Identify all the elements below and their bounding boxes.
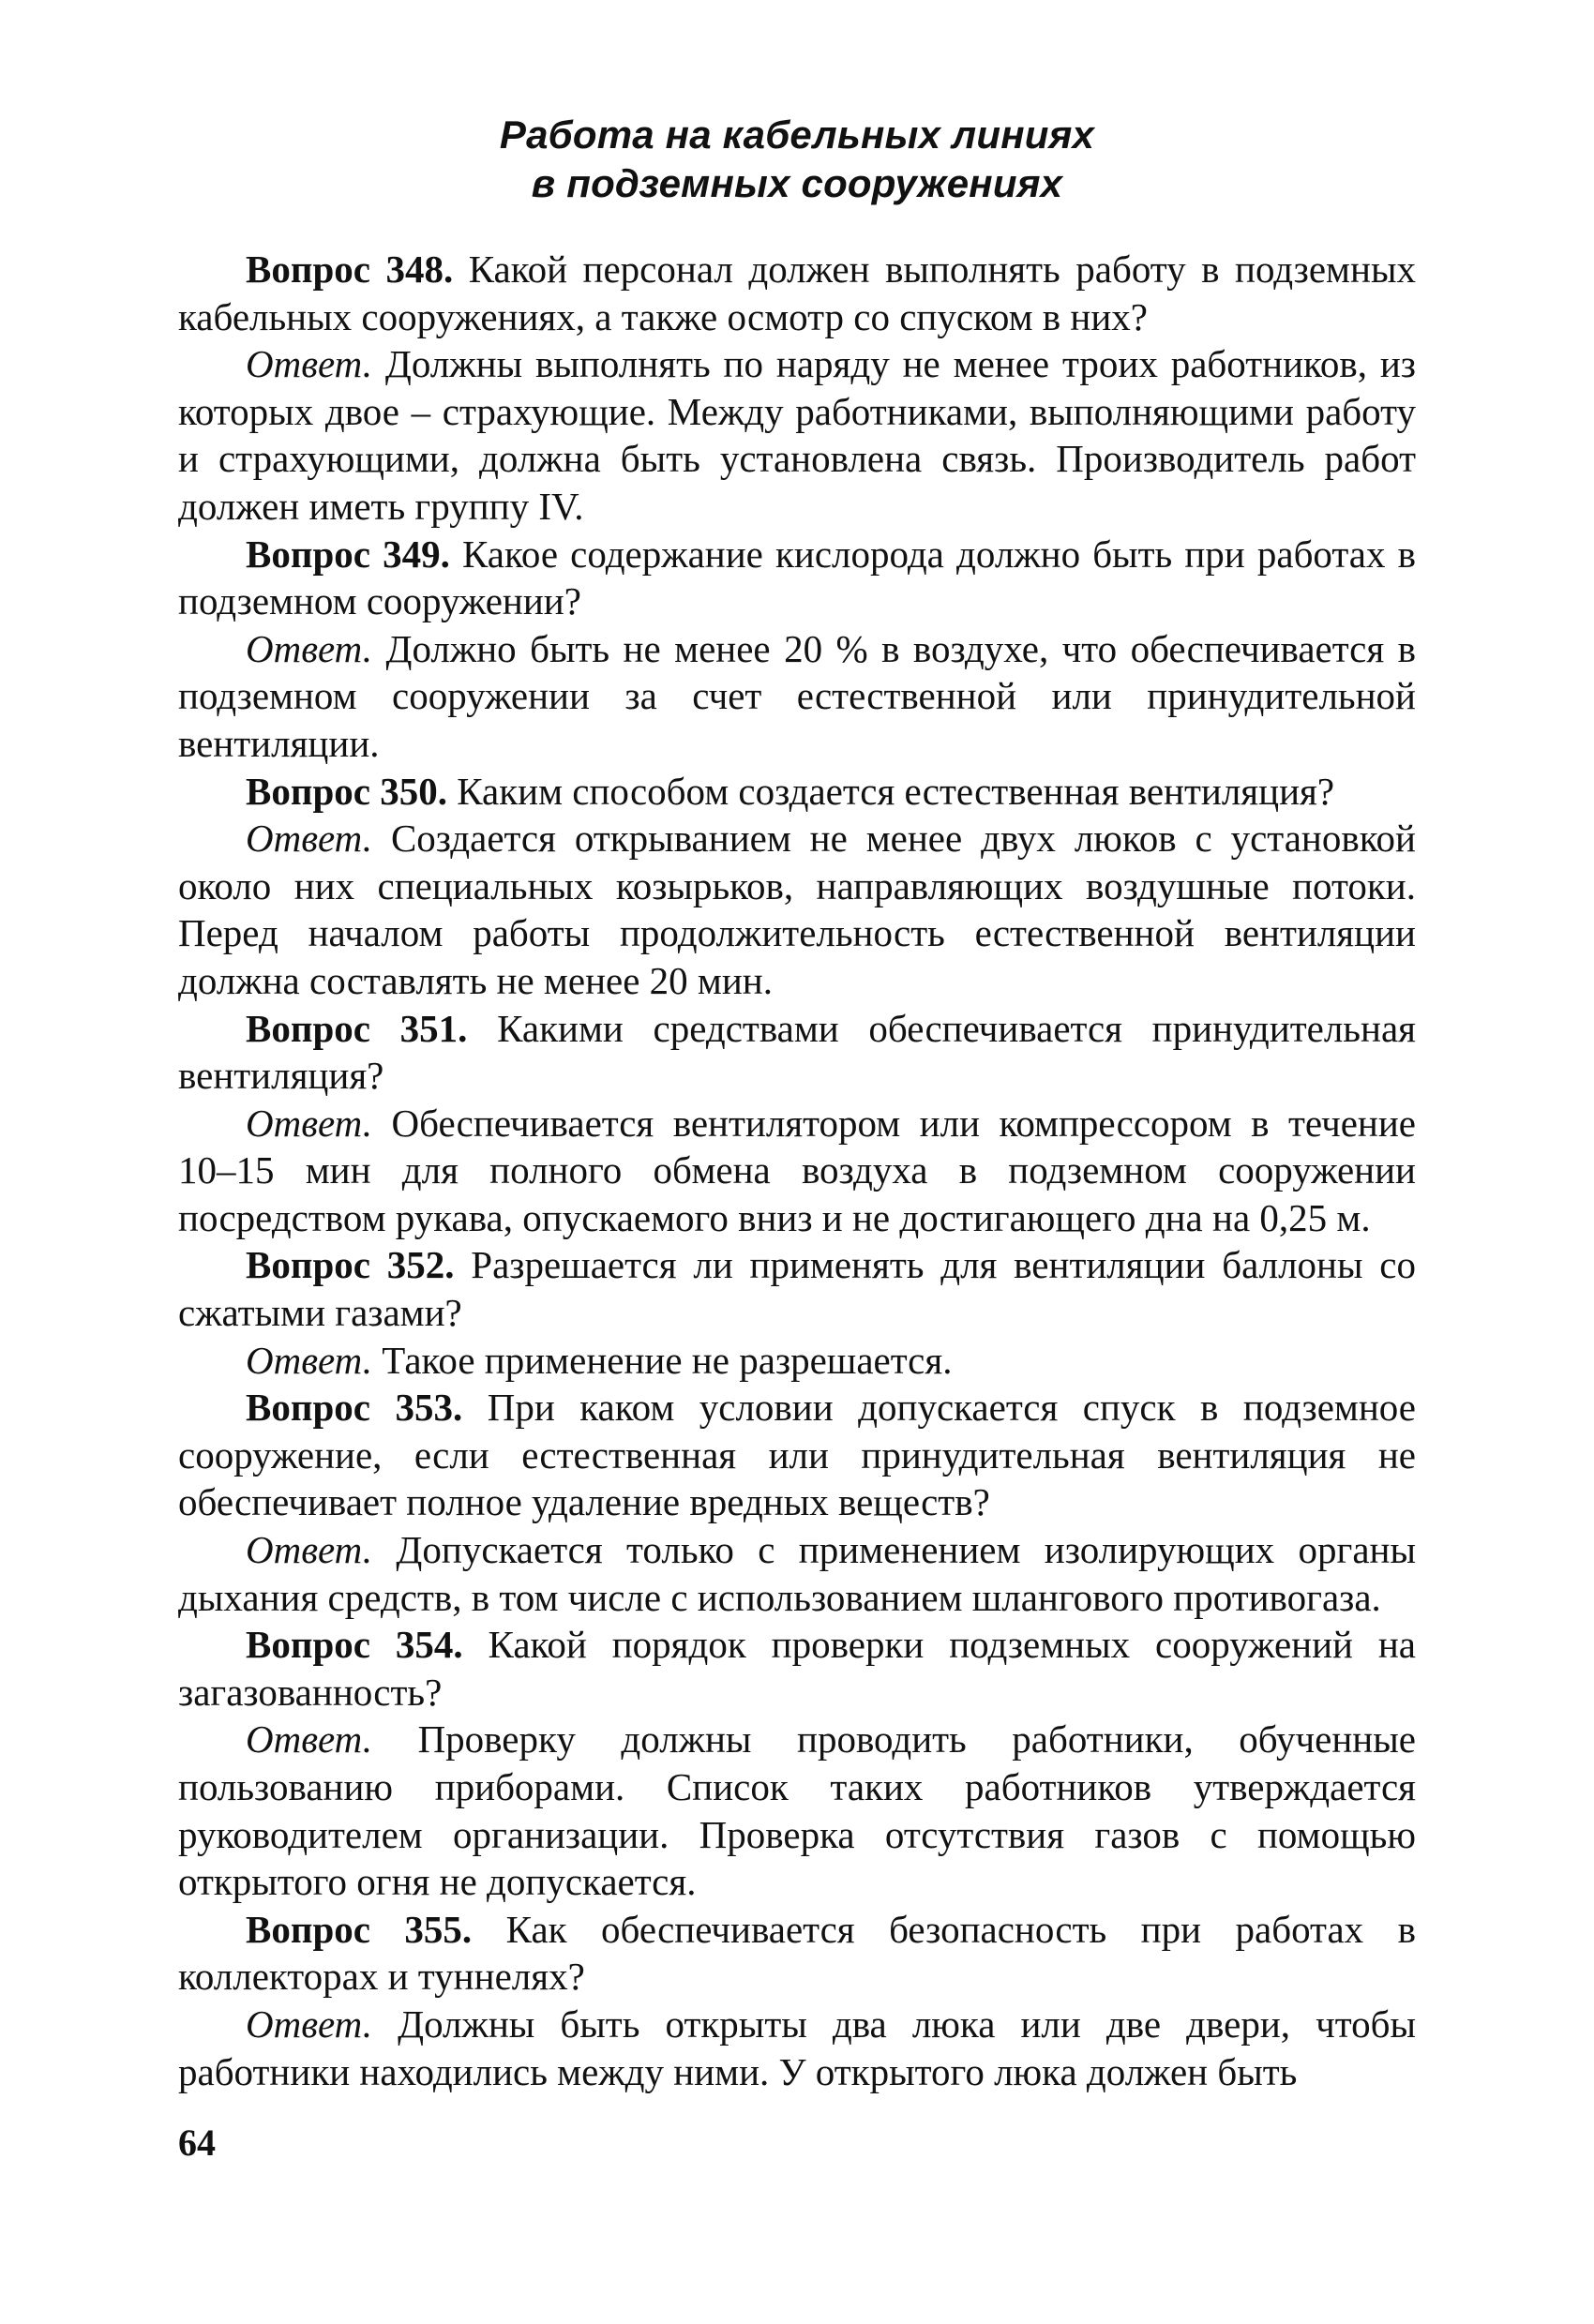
question-351 [178, 1005, 1416, 1100]
answer-label: Ответ. [246, 1338, 373, 1382]
question-label: Вопрос 352. [246, 1243, 455, 1287]
question-label: Вопрос 351. [246, 1006, 468, 1050]
answer-text: Проверку должны проводить работники, обученные пользованию приборами. Список таких работников утверждается руководителем организации. Проверка отсутствия газов с помощью открытого огня не допускается. [178, 1717, 1416, 1904]
page-content [178, 111, 1416, 2095]
answer-351 [178, 1100, 1416, 1242]
section-title-line-2: в подземных сооружениях [531, 161, 1063, 205]
question-350 [178, 768, 1416, 816]
answer-352 [178, 1337, 1416, 1385]
question-349 [178, 531, 1416, 625]
question-text: Какими средствами обеспечивается принудительная вентиляция? [178, 1006, 1416, 1098]
answer-label: Ответ. [246, 1101, 373, 1145]
answer-354 [178, 1716, 1416, 1905]
answer-label: Ответ. [246, 626, 373, 670]
question-348 [178, 246, 1416, 340]
question-text: Какой порядок проверки подземных сооружений на загазованность? [178, 1623, 1417, 1714]
question-label: Вопрос 354. [246, 1623, 463, 1667]
answer-350 [178, 815, 1416, 1004]
question-label: Вопрос 353. [246, 1386, 463, 1430]
answer-label: Ответ. [246, 2002, 373, 2046]
answer-353 [178, 1526, 1416, 1621]
question-label: Вопрос 355. [246, 1907, 473, 1951]
question-353 [178, 1384, 1416, 1526]
answer-text: Допускается только с применением изолирующих органы дыхания средств, в том числе с использованием шлангового противогаза. [178, 1528, 1417, 1619]
answer-text: Обеспечивается вентилятором или компрессором в течение 10–15 мин для полного обмена воздуха в подземном сооружении посредством рукава, опускаемого вниз и не достигающего дна на 0,25 м. [178, 1101, 1417, 1239]
question-text: Какой персонал должен выполнять работу в подземных кабельных сооружениях, а также осмотр со спуском в них? [178, 247, 1416, 338]
question-352 [178, 1241, 1416, 1336]
answer-349 [178, 625, 1416, 768]
question-text: При каком условии допускается спуск в подземное сооружение, если естественная или принудительная вентиляция не обеспечивает полное удаление вредных веществ? [178, 1386, 1416, 1524]
answer-label: Ответ. [246, 1717, 373, 1762]
answer-text: Должны быть открыты два люка или две двери, чтобы работники находились между ними. У открытого люка должен быть [178, 2002, 1416, 2093]
question-label: Вопрос 348. [246, 247, 454, 291]
page-number: 64 [178, 2122, 216, 2164]
answer-label: Ответ. [246, 1528, 373, 1572]
answer-text: Такое применение не разрешается. [382, 1338, 953, 1382]
question-text: Какое содержание кислорода должно быть при работах в подземном сооружении? [178, 532, 1416, 623]
answer-label: Ответ. [246, 817, 373, 861]
answer-355 [178, 2001, 1416, 2095]
question-355 [178, 1906, 1416, 2001]
question-label: Вопрос 349. [246, 532, 450, 576]
question-text: Как обеспечивается безопасность при работах в коллекторах и туннелях? [178, 1907, 1416, 1999]
answer-text: Должны выполнять по наряду не менее троих работников, из которых двое – страхующие. Между работниками, выполняющими работу и страхующими, должна быть установлена связь. Производитель работ должен иметь группу IV. [178, 342, 1416, 528]
question-354 [178, 1621, 1416, 1716]
answer-text: Создается открыванием не менее двух люков с установкой около них специальных козырьков, направляющих воздушные потоки. Перед началом работы продолжительность естественной вентиляции должна составлять не менее 20 мин. [178, 817, 1416, 1002]
section-title-line-1: Работа на кабельных линиях [499, 112, 1095, 157]
answer-label: Ответ. [246, 342, 373, 386]
question-text: Разрешается ли применять для вентиляции баллоны со сжатыми газами? [178, 1243, 1416, 1335]
answer-text: Должно быть не менее 20 % в воздухе, что обеспечивается в подземном сооружении за счет естественной или принудительной вентиляции. [178, 626, 1417, 765]
question-text: Каким способом создается естественная вентиляция? [457, 769, 1335, 813]
section-title [178, 111, 1416, 208]
answer-348 [178, 340, 1416, 530]
question-label: Вопрос 350. [246, 769, 447, 813]
